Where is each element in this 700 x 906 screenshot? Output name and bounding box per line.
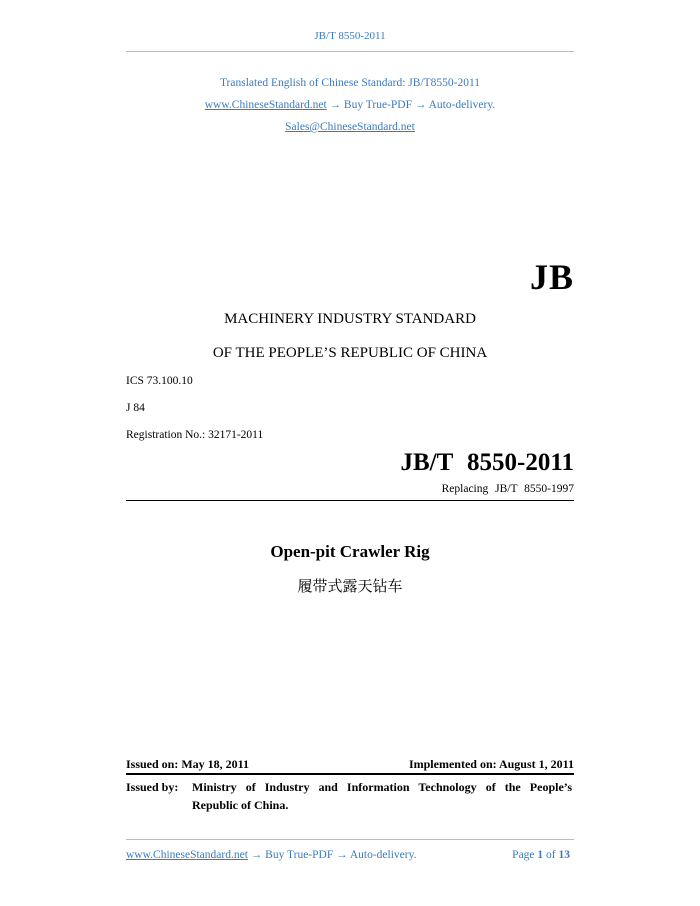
- jb-mark: JB: [529, 257, 574, 297]
- promo-email-line: [0, 116, 700, 138]
- title-divider: [126, 500, 574, 501]
- implemented-on: Implemented on: August 1, 2011: [408, 757, 574, 771]
- standard-number: JB/T 8550-2011: [400, 449, 574, 476]
- issued-on: Issued on: May 18, 2011: [126, 757, 250, 771]
- site-link[interactable]: www.ChineseStandard.net: [204, 99, 327, 111]
- promo-block: [0, 72, 700, 138]
- issued-by: [126, 778, 574, 814]
- issued-by-label: Issued by:: [126, 780, 179, 794]
- header-divider: [126, 51, 574, 52]
- replacing-note: Replacing JB/T 8550-1997: [441, 483, 574, 495]
- registration-number: Registration No.: 32171-2011: [126, 429, 264, 441]
- industry-title-line1: MACHINERY INDUSTRY STANDARD: [224, 311, 476, 327]
- promo-line: Translated English of Chinese Standard: JB/T8550-2011: [219, 77, 481, 89]
- page-word: Page: [512, 849, 535, 861]
- running-header: JB/T 8550-2011: [314, 30, 386, 42]
- document-title-cn: 履带式露天钻车: [297, 577, 403, 595]
- page-number: 1: [537, 849, 544, 861]
- promo-site-line: [0, 94, 700, 116]
- industry-title-line2: OF THE PEOPLE’S REPUBLIC OF CHINA: [212, 345, 488, 361]
- ccs-code: J 84: [126, 402, 145, 414]
- footer-site-suffix: → Buy True-PDF → Auto-delivery.: [250, 849, 417, 861]
- footer-divider: [126, 839, 574, 840]
- issued-by-org: Ministry of Industry and Information Technology of the People’s Republic of China.: [192, 780, 572, 812]
- page-indicator: [512, 849, 570, 861]
- email-link[interactable]: Sales@ChineseStandard.net: [285, 121, 415, 133]
- site-suffix: → Buy True-PDF → Auto-delivery.: [329, 99, 496, 111]
- footer-promo: [126, 849, 416, 861]
- of-word: of: [546, 849, 556, 861]
- footer-site-link[interactable]: www.ChineseStandard.net: [126, 849, 248, 861]
- page-total: 13: [558, 849, 570, 861]
- document-title-en: Open-pit Crawler Rig: [270, 542, 430, 561]
- ics-code: ICS 73.100.10: [126, 375, 193, 387]
- issue-divider: [126, 773, 574, 775]
